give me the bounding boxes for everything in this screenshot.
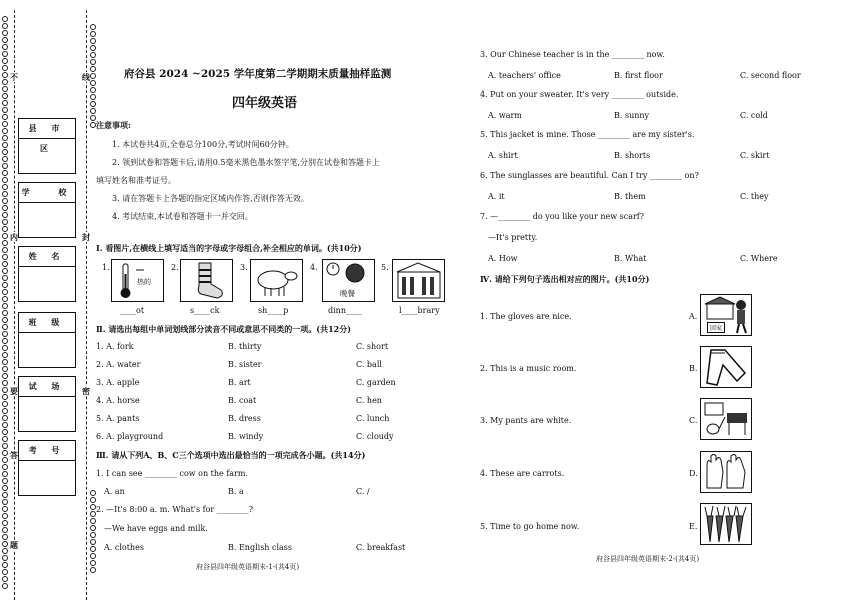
info-label: 试 场 (19, 377, 75, 397)
option[interactable]: A. teachers' office (488, 71, 561, 80)
binding-hole (2, 261, 8, 267)
binding-hole (2, 366, 8, 372)
binding-hole (2, 373, 8, 379)
binding-hole (90, 80, 96, 86)
option[interactable]: B. windy (228, 432, 264, 441)
option[interactable]: C. Where (740, 254, 778, 263)
sock-icon (181, 260, 232, 301)
info-label: 学 校 (19, 183, 75, 203)
question-subtext: —We have eggs and milk. (104, 524, 208, 533)
note-item: 4. 考试结束,本试卷和答题卡一并交回。 (112, 212, 253, 221)
binding-hole (90, 560, 96, 566)
binding-hole (2, 240, 8, 246)
option[interactable]: B. shorts (614, 151, 651, 160)
binding-hole (2, 184, 8, 190)
question-subtext: —It's pretty. (488, 233, 538, 242)
binding-hole (90, 45, 96, 51)
info-label: 姓 名 (19, 247, 75, 267)
binding-hole (2, 163, 8, 169)
binding-hole (2, 149, 8, 155)
binding-hole (2, 226, 8, 232)
option[interactable]: 5. A. pants (96, 414, 140, 423)
info-box-class (18, 312, 76, 368)
binding-hole (2, 177, 8, 183)
binding-hole (2, 387, 8, 393)
question-text: 7. —________ do you like your new scarf? (480, 212, 645, 221)
picture-b-pants[interactable] (700, 346, 752, 388)
picture-a-go-home[interactable] (700, 294, 752, 336)
binding-hole (90, 567, 96, 573)
q-num: 3. (240, 263, 248, 272)
binding-hole (2, 408, 8, 414)
option[interactable]: C. lunch (356, 414, 390, 423)
option[interactable]: C. ball (356, 360, 382, 369)
binding-hole (90, 108, 96, 114)
binding-hole (2, 170, 8, 176)
binding-hole (2, 583, 8, 589)
binding-hole (2, 51, 8, 57)
option[interactable]: B. sister (228, 360, 262, 369)
binding-hole (2, 156, 8, 162)
q-num: 4. (310, 263, 318, 272)
binding-hole (2, 268, 8, 274)
picture-c-music-room[interactable] (700, 398, 752, 440)
binding-hole (2, 72, 8, 78)
note-item: 2. 领到试卷和答题卡后,请用0.5毫米黑色墨水签字笔,分别在试卷和答题卡上 (112, 158, 380, 167)
option[interactable]: 3. A. apple (96, 378, 140, 387)
option[interactable]: B. sunny (614, 111, 650, 120)
binding-hole (90, 546, 96, 552)
carrots-icon (701, 504, 751, 544)
picture-e-carrots[interactable] (700, 503, 752, 545)
sheep-icon (251, 260, 302, 301)
binding-hole (90, 52, 96, 58)
binding-hole (2, 317, 8, 323)
binding-hole (2, 457, 8, 463)
gloves-icon (701, 452, 751, 492)
option[interactable]: C. ∕ (356, 487, 370, 496)
note-item: 填写姓名和准考证号。 (96, 176, 176, 185)
binding-hole (2, 275, 8, 281)
cut-char: 不 (10, 72, 18, 82)
picture-letter: E. (689, 522, 698, 531)
binding-hole (2, 107, 8, 113)
info-value-field[interactable] (19, 461, 75, 495)
notes-heading: 注意事项: (96, 120, 131, 130)
option[interactable]: C. skirt (740, 151, 770, 160)
q-num: 2. (171, 263, 179, 272)
cut-char: 线 (82, 72, 90, 82)
cut-char: 题 (10, 540, 18, 550)
binding-hole (2, 359, 8, 365)
answer-blank[interactable]: l____brary (399, 306, 440, 315)
answer-blank[interactable]: sh____p (258, 306, 289, 315)
binding-hole (2, 142, 8, 148)
option[interactable]: C. garden (356, 378, 396, 387)
picture-d-gloves[interactable] (700, 451, 752, 493)
section-1-heading: Ⅰ. 看图片,在横线上填写适当的字母或字母组合,补全相应的单词。(共10分) (96, 243, 362, 253)
binding-hole (2, 352, 8, 358)
option[interactable]: A. How (488, 254, 518, 263)
info-label: 考 号 (19, 441, 75, 461)
option[interactable]: B. dress (228, 414, 261, 423)
binding-hole (90, 73, 96, 79)
binding-hole (2, 506, 8, 512)
binding-hole (2, 282, 8, 288)
page-footer-right: 府谷县四年级英语期末-2-(共4页) (596, 555, 700, 563)
option[interactable]: 6. A. playground (96, 432, 164, 441)
binding-hole (2, 247, 8, 253)
binding-hole (2, 135, 8, 141)
cut-char: 答 (10, 450, 18, 460)
binding-hole (2, 401, 8, 407)
question-text: 6. The sunglasses are beautiful. Can I try ________ on? (480, 171, 699, 180)
binding-hole (2, 121, 8, 127)
picture-letter: B. (689, 364, 698, 373)
binding-hole (90, 24, 96, 30)
binding-hole (2, 436, 8, 442)
binding-hole (2, 338, 8, 344)
question-text: 5. This jacket is mine. Those ________ are my sister's. (480, 130, 695, 139)
binding-hole (2, 555, 8, 561)
binding-hole (90, 539, 96, 545)
binding-hole (2, 415, 8, 421)
binding-hole (2, 93, 8, 99)
pants-icon (701, 347, 751, 387)
info-box-name (18, 246, 76, 302)
option[interactable]: C. hen (356, 396, 382, 405)
option[interactable]: B. What (614, 254, 647, 263)
info-box-exam-room (18, 376, 76, 432)
note-item: 3. 请在答题卡上各题的指定区域内作答,否则作答无效。 (112, 194, 309, 203)
binding-hole (2, 576, 8, 582)
cut-line-1 (14, 10, 15, 600)
binding-hole (90, 59, 96, 65)
option[interactable]: B. a (228, 487, 244, 496)
picture-sock (180, 259, 233, 302)
info-value-field[interactable] (19, 397, 75, 431)
binding-hole (2, 191, 8, 197)
binding-hole (2, 205, 8, 211)
music-room-icon (701, 399, 751, 439)
q-num: 5. (381, 263, 389, 272)
binding-hole (90, 490, 96, 496)
option[interactable]: A. warm (488, 111, 522, 120)
binding-hole (2, 86, 8, 92)
option[interactable]: B. thirty (228, 342, 262, 351)
picture-thermometer (111, 259, 164, 302)
binding-hole (2, 534, 8, 540)
binding-hole (2, 289, 8, 295)
option[interactable]: C. second floor (740, 71, 801, 80)
section-4-heading: Ⅳ. 请给下列句子选出相对应的图片。(共10分) (480, 274, 650, 284)
binding-hole (2, 44, 8, 50)
picture-text: 回家 (707, 322, 725, 333)
question-text: 1. I can see ________ cow on the farm. (96, 469, 249, 478)
binding-hole (2, 562, 8, 568)
picture-letter: C. (689, 416, 698, 425)
match-sentence: 4. These are carrots. (480, 469, 565, 478)
picture-sheep (250, 259, 303, 302)
info-box-county (18, 118, 76, 174)
page-footer-left: 府谷县四年级英语期末-1-(共4页) (196, 563, 300, 571)
binding-hole (90, 553, 96, 559)
binding-hole (2, 429, 8, 435)
binding-hole (2, 296, 8, 302)
option[interactable]: C. breakfast (356, 543, 406, 552)
answer-blank[interactable]: dinn____ (328, 306, 362, 315)
section-3-heading: Ⅲ. 请从下列A、B、C三个选项中选出最恰当的一项完成各小题。(共14分) (96, 450, 366, 460)
option[interactable]: A. it (488, 192, 505, 201)
cut-char: 密 (82, 386, 90, 396)
option[interactable]: C. they (740, 192, 769, 201)
binding-hole (2, 324, 8, 330)
binding-hole (2, 520, 8, 526)
option[interactable]: B. English class (228, 543, 293, 552)
binding-hole (2, 513, 8, 519)
binding-hole (2, 65, 8, 71)
binding-hole (2, 212, 8, 218)
binding-hole (2, 114, 8, 120)
binding-hole (2, 79, 8, 85)
binding-hole (2, 485, 8, 491)
note-item: 1. 本试卷共4页,全卷总分100分,考试时间60分钟。 (112, 140, 294, 149)
option[interactable]: C. short (356, 342, 389, 351)
info-value-field[interactable] (19, 203, 75, 237)
binding-hole (2, 303, 8, 309)
question-text: 2. —It's 8:00 a. m. What's for ________? (96, 505, 254, 514)
option[interactable]: B. art (228, 378, 251, 387)
option[interactable]: C. cold (740, 111, 768, 120)
binding-hole (2, 16, 8, 22)
binding-hole (90, 525, 96, 531)
option[interactable]: A. an (104, 487, 125, 496)
question-text: 4. Put on your sweater. It's very ________ outside. (480, 90, 679, 99)
option[interactable]: B. them (614, 192, 646, 201)
info-label: 县 市 区 (19, 119, 75, 139)
binding-hole (90, 66, 96, 72)
info-label: 班 级 (19, 313, 75, 333)
question-text: 3. Our Chinese teacher is in the ________ now. (480, 50, 665, 59)
picture-text: 热的 (137, 278, 151, 286)
option[interactable]: C. cloudy (356, 432, 394, 441)
section-2-heading: Ⅱ. 请选出每组中单词划线部分读音不同或意思不同类的一项。(共12分) (96, 324, 352, 334)
option[interactable]: A. clothes (104, 543, 144, 552)
binding-hole (90, 87, 96, 93)
binding-hole (2, 492, 8, 498)
hole-column-right-bottom (90, 490, 98, 580)
cut-line-2 (86, 10, 87, 600)
info-box-school (18, 182, 76, 238)
option[interactable]: 2. A. water (96, 360, 141, 369)
binding-hole (2, 30, 8, 36)
binding-hole (2, 569, 8, 575)
binding-hole (2, 471, 8, 477)
binding-hole (2, 541, 8, 547)
hole-column-left (2, 16, 10, 596)
answer-blank[interactable]: ____ot (120, 306, 145, 315)
binding-hole (2, 527, 8, 533)
binding-hole (2, 331, 8, 337)
subject-title: 四年级英语 (232, 96, 298, 111)
library-icon (393, 260, 444, 301)
binding-hole (2, 345, 8, 351)
binding-hole (2, 422, 8, 428)
binding-hole (2, 23, 8, 29)
binding-hole (2, 198, 8, 204)
binding-hole (90, 94, 96, 100)
binding-hole (90, 518, 96, 524)
binding-hole (2, 499, 8, 505)
binding-hole (2, 443, 8, 449)
match-sentence: 5. Time to go home now. (480, 522, 580, 531)
binding-hole (2, 219, 8, 225)
info-box-exam-number (18, 440, 76, 496)
binding-hole (90, 31, 96, 37)
binding-hole (2, 310, 8, 316)
binding-hole (2, 450, 8, 456)
binding-hole (2, 464, 8, 470)
q-num: 1. (102, 263, 110, 272)
binding-hole (2, 380, 8, 386)
exam-title: 府谷县 2024 ~2025 学年度第二学期期末质量抽样监测 (124, 68, 392, 80)
binding-hole (90, 497, 96, 503)
option[interactable]: B. first floor (614, 71, 663, 80)
option[interactable]: A. shirt (488, 151, 518, 160)
hole-column-right-top (90, 24, 98, 134)
option[interactable]: 1. A. fork (96, 342, 134, 351)
cut-char: 内 (10, 232, 18, 242)
binding-hole (90, 38, 96, 44)
cut-char: 封 (82, 232, 90, 242)
binding-hole (2, 233, 8, 239)
picture-letter: D. (689, 469, 698, 478)
match-sentence: 1. The gloves are nice. (480, 312, 572, 321)
binding-hole (2, 100, 8, 106)
picture-text: 晚餐 (340, 289, 355, 298)
binding-strip (0, 0, 100, 608)
picture-letter: A. (689, 312, 698, 321)
info-value-field[interactable] (19, 333, 75, 367)
binding-hole (90, 101, 96, 107)
binding-hole (2, 37, 8, 43)
binding-hole (90, 532, 96, 538)
info-value-field[interactable] (19, 267, 75, 301)
binding-hole (2, 394, 8, 400)
binding-hole (2, 128, 8, 134)
match-sentence: 2. This is a music room. (480, 364, 577, 373)
binding-hole (2, 478, 8, 484)
binding-hole (2, 58, 8, 64)
option[interactable]: B. coat (228, 396, 257, 405)
binding-hole (2, 254, 8, 260)
match-sentence: 3. My pants are white. (480, 416, 572, 425)
cut-char: 要 (10, 386, 18, 396)
answer-blank[interactable]: s____ck (190, 306, 220, 315)
option[interactable]: 4. A. horse (96, 396, 140, 405)
picture-library (392, 259, 445, 302)
picture-dinner (322, 259, 375, 302)
binding-hole (2, 548, 8, 554)
